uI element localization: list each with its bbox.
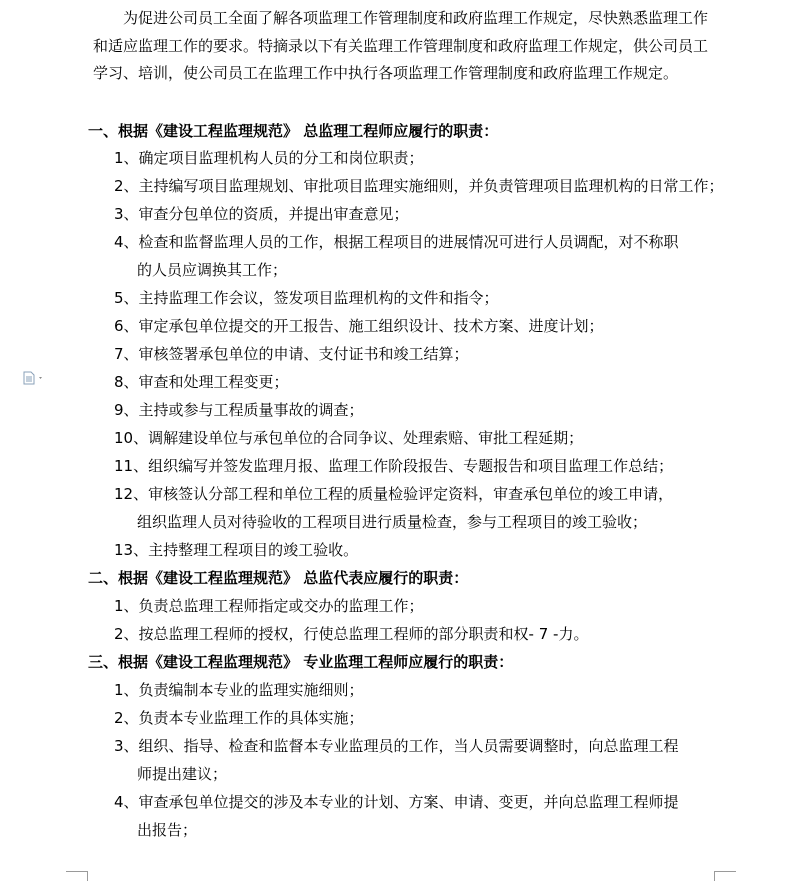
- list-item-continuation: 出报告；: [137, 821, 198, 839]
- section-heading-2: 二、根据《建设工程监理规范》 总监代表应履行的职责：: [88, 569, 469, 587]
- list-item: 9、主持或参与工程质量事故的调查；: [114, 401, 364, 419]
- list-item: 2、按总监理工程师的授权，行使总监理工程师的部分职责和权- 7 -力。: [114, 625, 589, 643]
- list-item: 4、审查承包单位提交的涉及本专业的计划、方案、申请、变更，并向总监理工程师提: [114, 793, 679, 811]
- list-item-continuation: 的人员应调换其工作；: [137, 261, 288, 279]
- list-item: 7、审核签署承包单位的申请、支付证书和竣工结算；: [114, 345, 469, 363]
- list-item: 3、组织、指导、检查和监督本专业监理员的工作，当人员需要调整时，向总监理工程: [114, 737, 679, 755]
- list-item: 11、组织编写并签发监理月报、监理工作阶段报告、专题报告和项目监理工作总结；: [114, 457, 674, 475]
- list-item: 8、审查和处理工程变更；: [114, 373, 289, 391]
- list-item: 1、确定项目监理机构人员的分工和岗位职责；: [114, 149, 424, 167]
- list-item: 6、审定承包单位提交的开工报告、施工组织设计、技术方案、进度计划；: [114, 317, 604, 335]
- list-item: 12、审核签认分部工程和单位工程的质量检验评定资料，审查承包单位的竣工申请，: [114, 485, 674, 503]
- list-item: 2、主持编写项目监理规划、审批项目监理实施细则，并负责管理项目监理机构的日常工作；: [114, 177, 724, 195]
- list-item: 3、审查分包单位的资质，并提出审查意见；: [114, 205, 409, 223]
- page-corner-mark: [714, 866, 736, 876]
- list-item: 10、调解建设单位与承包单位的合同争议、处理索赔、审批工程延期；: [114, 429, 584, 447]
- page-corner-mark: [66, 866, 88, 876]
- list-item: 1、负责编制本专业的监理实施细则；: [114, 681, 364, 699]
- list-item: 2、负责本专业监理工作的具体实施；: [114, 709, 364, 727]
- intro-paragraph: 为促进公司员工全面了解各项监理工作管理制度和政府监理工作规定，尽快熟悉监理工作和适应监理工作的要求。特摘录以下有关监理工作管理制度和政府监理工作规定，供公司员工学习、培训，使公司员工在监理工作中执行各项监理工作管理制度和政府监理工作规定。: [93, 9, 709, 82]
- list-item: 13、主持整理工程项目的竣工验收。: [114, 541, 359, 559]
- document-icon[interactable]: [22, 370, 46, 384]
- list-item-continuation: 师提出建议；: [137, 765, 228, 783]
- list-item: 5、主持监理工作会议，签发项目监理机构的文件和指令；: [114, 289, 499, 307]
- list-item-continuation: 组织监理人员对待验收的工程项目进行质量检查，参与工程项目的竣工验收；: [137, 513, 648, 531]
- list-item: 4、检查和监督监理人员的工作，根据工程项目的进展情况可进行人员调配，对不称职: [114, 233, 679, 251]
- list-item: 1、负责总监理工程师指定或交办的监理工作；: [114, 597, 424, 615]
- section-heading-3: 三、根据《建设工程监理规范》 专业监理工程师应履行的职责：: [88, 653, 514, 671]
- section-heading-1: 一、根据《建设工程监理规范》 总监理工程师应履行的职责：: [88, 122, 499, 140]
